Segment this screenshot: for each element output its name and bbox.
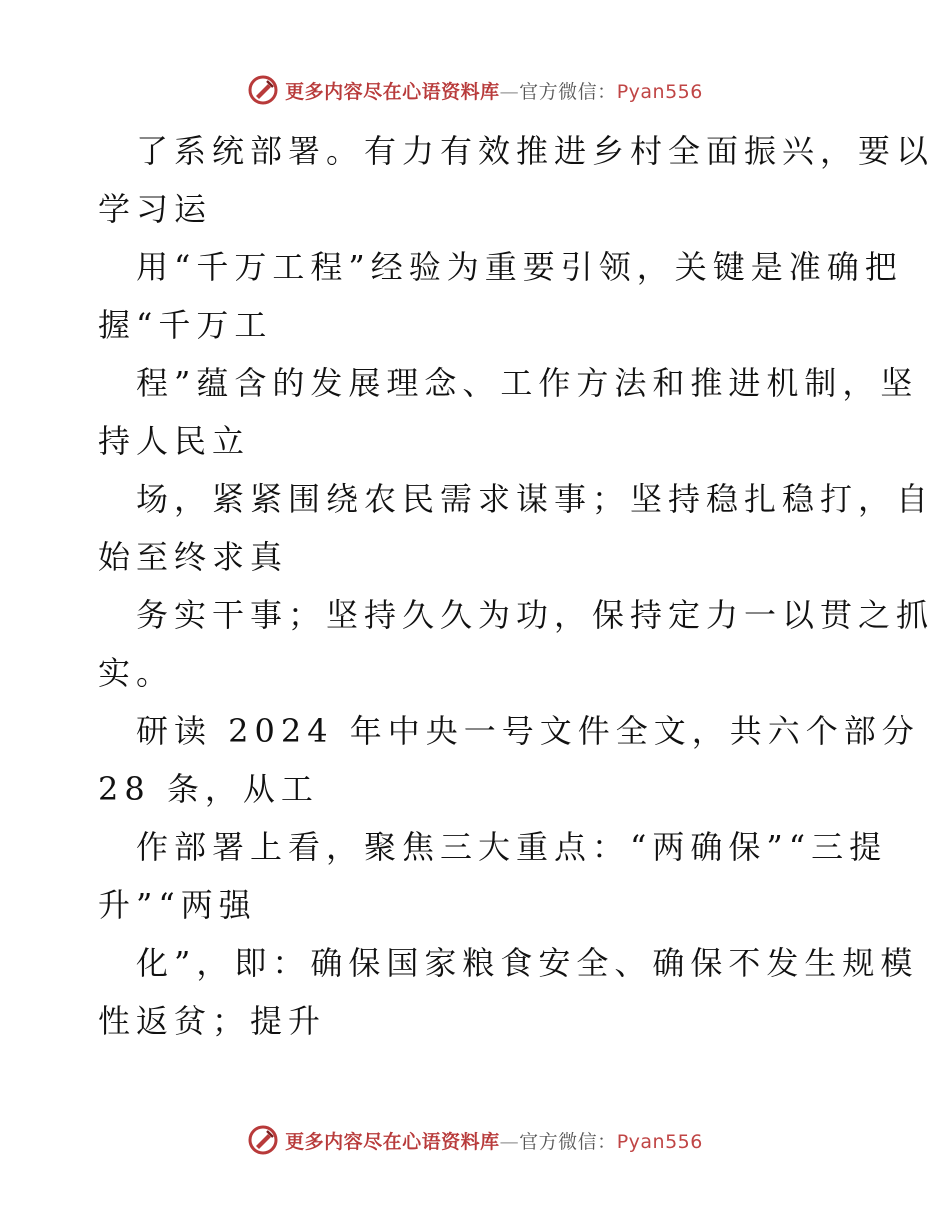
paragraph-line: 务实干事；坚持久久为功，保持定力一以贯之抓 <box>136 596 935 634</box>
paragraph-line: 作部署上看，聚焦三大重点：“两确保”“三提 <box>136 828 888 866</box>
paragraph-line: 用“千万工程”经验为重要引领，关键是准确把 <box>136 248 903 286</box>
header-watermark <box>0 70 950 110</box>
paragraph-line: 场，紧紧围绕农民需求谋事；坚持稳扎稳打，自 <box>136 480 935 518</box>
paragraph-line: 化”，即：确保国家粮食安全、确保不发生规模 <box>136 944 919 982</box>
paragraph-line: 持人民立 <box>98 422 251 460</box>
paragraph-line: 性返贫；提升 <box>98 1002 327 1040</box>
paragraph-line: 了系统部署。有力有效推进乡村全面振兴，要以 <box>136 132 935 170</box>
document-body <box>98 122 935 1050</box>
paragraph-line: 学习运 <box>98 190 213 228</box>
paragraph-line: 始至终求真 <box>98 538 289 576</box>
brand-logo-icon <box>247 74 279 106</box>
paragraph-line: 升”“两强 <box>98 886 257 924</box>
paragraph-line: 实。 <box>98 654 175 692</box>
paragraph-line: 握“千万工 <box>98 306 273 344</box>
paragraph-line: 研读 2024 年中央一号文件全文，共六个部分 <box>136 712 920 750</box>
header-watermark-text: 更多内容尽在心语资料库—官方微信：Pyan556 <box>285 80 703 103</box>
footer-watermark <box>0 1120 950 1160</box>
paragraph-line: 28 条，从工 <box>98 770 319 808</box>
footer-watermark-text: 更多内容尽在心语资料库—官方微信：Pyan556 <box>285 1130 703 1153</box>
brand-logo-icon <box>247 1124 279 1156</box>
paragraph-line: 程”蕴含的发展理念、工作方法和推进机制，坚 <box>136 364 919 402</box>
